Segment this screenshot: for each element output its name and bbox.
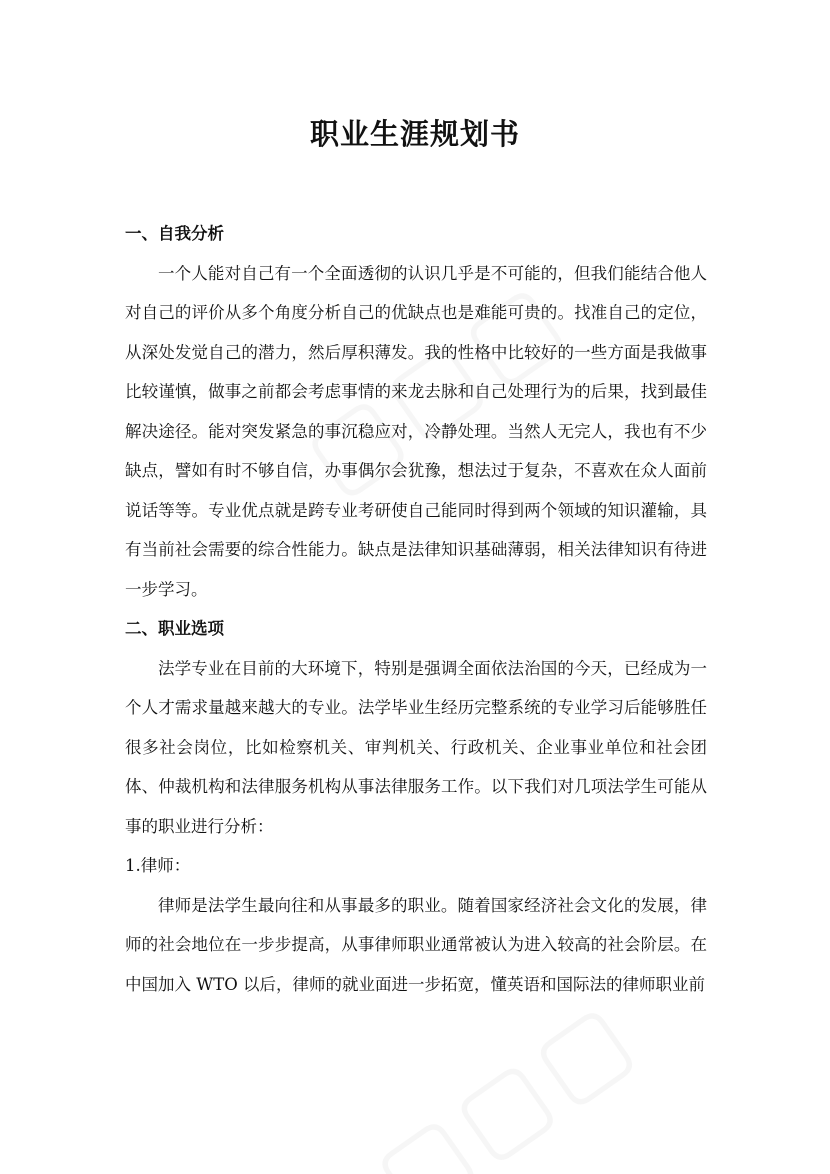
section-heading-self-analysis: 一、自我分析 <box>125 224 224 243</box>
section-heading-career-options: 二、职业选项 <box>125 619 224 638</box>
document-title: 职业生涯规划书 <box>309 117 520 151</box>
list-item-lawyer-label: 1.律师： <box>125 856 191 875</box>
lawyer-paragraph: 律师是法学生最向往和从事最多的职业。随着国家经济社会文化的发展，律师的社会地位在一步步提高，从事律师职业通常被认为进入较高的社会阶层。在中国加入 WTO 以后，律师的就业面进一步拓宽，懂英语和国际法的律师职业前 <box>125 895 707 994</box>
watermark-icon <box>354 977 656 1174</box>
self-analysis-paragraph: 一个人能对自己有一个全面透彻的认识几乎是不可能的，但我们能结合他人对自己的评价从多个角度分析自己的优缺点也是难能可贵的。找准自己的定位，从深处发觉自己的潜力，然后厚积薄发。我的性格中比较好的一些方面是我做事比较谨慎，做事之前都会考虑事情的来龙去脉和自己处理行为的后果，找到最佳解决途径。能对突发紧急的事沉稳应对，冷静处理。当然人无完人，我也有不少缺点，譬如有时不够自信，办事偶尔会犹豫，想法过于复杂，不喜欢在众人面前说话等等。专业优点就是跨专业考研使自己能同时得到两个领域的知识灌输，具有当前社会需要的综合性能力。缺点是法律知识基础薄弱，相关法律知识有待进一步学习。 <box>125 263 707 599</box>
career-options-paragraph: 法学专业在目前的大环境下，特别是强调全面依法治国的今天，已经成为一个人才需求量越来越大的专业。法学毕业生经历完整系统的专业学习后能够胜任很多社会岗位，比如检察机关、审判机关、行政机关、企业事业单位和社会团体、仲裁机构和法律服务机构从事法律服务工作。以下我们对几项法学生可能从事的职业进行分析： <box>125 658 707 836</box>
document-body <box>125 214 707 1004</box>
